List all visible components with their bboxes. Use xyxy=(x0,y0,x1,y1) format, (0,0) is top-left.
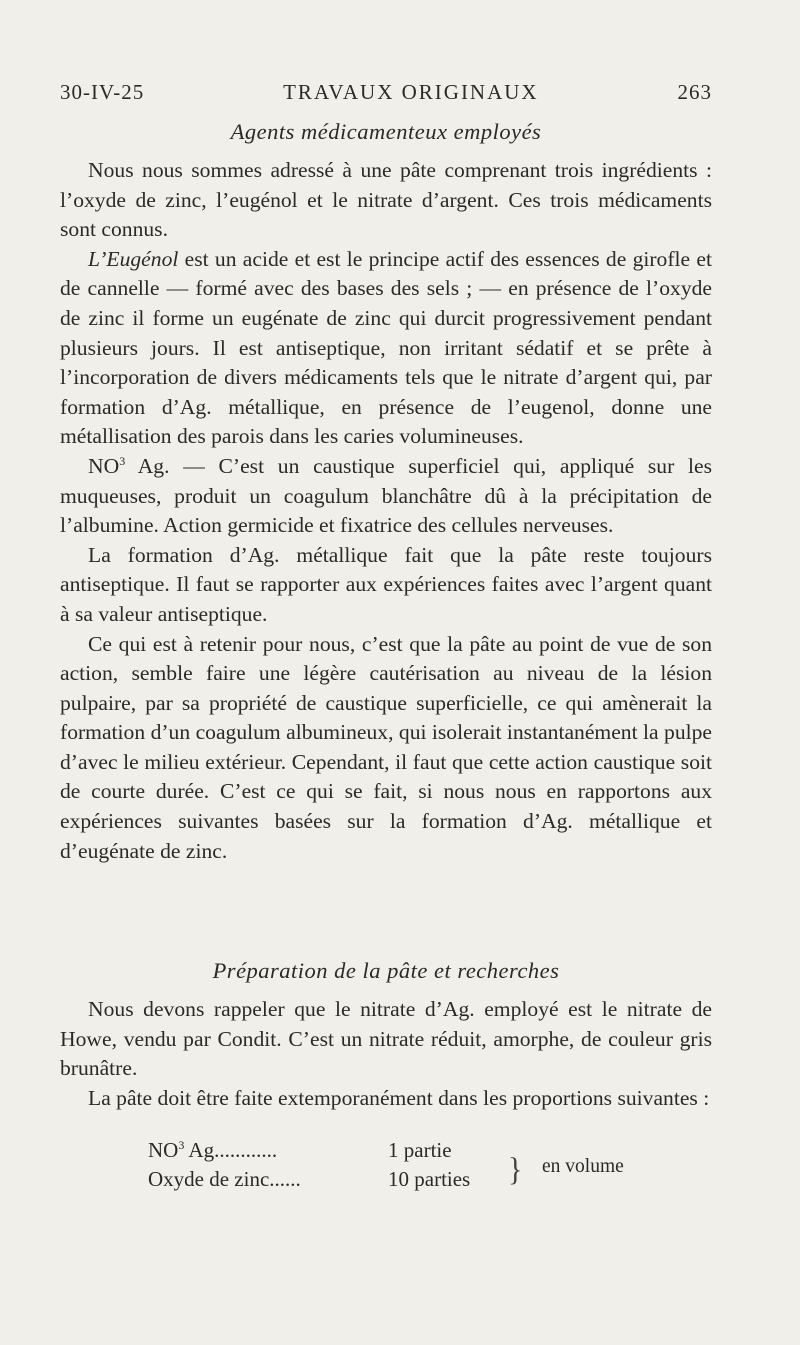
recipe-table xyxy=(148,1138,708,1208)
paragraph-eugenol xyxy=(60,245,712,452)
issue-date: 30-IV-25 xyxy=(60,80,145,104)
brace-glyph: } xyxy=(508,1151,523,1188)
formula-no: NO xyxy=(88,453,120,478)
ingredient-quantity: 1 partie xyxy=(388,1138,452,1162)
silver-nitrate-text: Ag. — C’est un caustique superficiel qui, appliqué sur les muqueuses, produit un coagulum blanchâtre dû à la précipitation de l’albumine. Action germicide et fixatrice des cellules nerveuses. xyxy=(60,453,712,538)
paragraph: La pâte doit être faite extemporanément dans les proportions suivantes : xyxy=(88,1085,710,1110)
section-heading-preparation: Préparation de la pâte et recherches xyxy=(212,958,560,983)
paragraph: Ce qui est à retenir pour nous, c’est que la pâte au point de vue de son action, semble faire une légère cautérisation au niveau de la lésion pulpaire, par sa propriété de caustique superficielle, ce qui amènerait la formation d’un coagulum albumineux, qui isolerait instantanément la pulpe d’avec le milieu extérieur. Cependant, il faut que cette action caustique soit de courte durée. C’est ce qui se fait, si nous nous en rapportons aux expériences suivantes basées sur la formation d’Ag. métallique et d’eugénate de zinc. xyxy=(60,631,712,863)
proportion-unit: en volume xyxy=(542,1156,624,1177)
section-agents-body xyxy=(60,156,712,866)
recipe-row xyxy=(148,1138,508,1163)
journal-section-title: TRAVAUX ORIGINAUX xyxy=(283,80,539,104)
formula-no: NO xyxy=(148,1138,179,1162)
ingredient-label: Ag............ xyxy=(184,1138,278,1162)
ingredient-quantity: 10 parties xyxy=(388,1167,471,1191)
paragraph: Nous devons rappeler que le nitrate d’Ag. employé est le nitrate de Howe, vendu par Condit. C’est un nitrate réduit, amorphe, de couleur gris brunâtre. xyxy=(60,997,712,1081)
ingredient-name: Oxyde de zinc...... xyxy=(148,1167,301,1191)
formula-subscript: 3 xyxy=(178,1138,185,1152)
paragraph-silver-nitrate xyxy=(60,452,712,541)
recipe-row xyxy=(148,1167,508,1192)
section-heading-agents: Agents médicamenteux employés xyxy=(230,119,542,144)
formula-subscript: 3 xyxy=(119,453,126,468)
ingredient-name xyxy=(148,1138,388,1163)
section-preparation-body xyxy=(60,995,712,1113)
paragraph: La formation d’Ag. métallique fait que la pâte reste toujours antiseptique. Il faut se rapporter aux expériences faites avec l’argent quant à sa valeur antiseptique. xyxy=(60,542,712,626)
eugenol-term: L’Eugénol xyxy=(88,246,179,271)
eugenol-text: est un acide et est le principe actif des essences de girofle et de cannelle — formé avec des bases des sels ; — en présence de l’oxyde de zinc il forme un eugénate de zinc qui durcit progressivement pendant plusieurs jours. Il est antiseptique, non irritant sédatif et se prête à l’incorporation de divers médicaments tels que le nitrate d’argent qui, par formation d’Ag. métallique, en présence de l’eugenol, donne une métallisation des parois dans les caries volumineuses. xyxy=(60,246,712,449)
running-header xyxy=(60,80,712,105)
paragraph: Nous nous sommes adressé à une pâte comprenant trois ingrédients : l’oxyde de zinc, l’eugénol et le nitrate d’argent. Ces trois médicaments sont connus. xyxy=(60,158,712,242)
page-number: 263 xyxy=(677,80,712,104)
